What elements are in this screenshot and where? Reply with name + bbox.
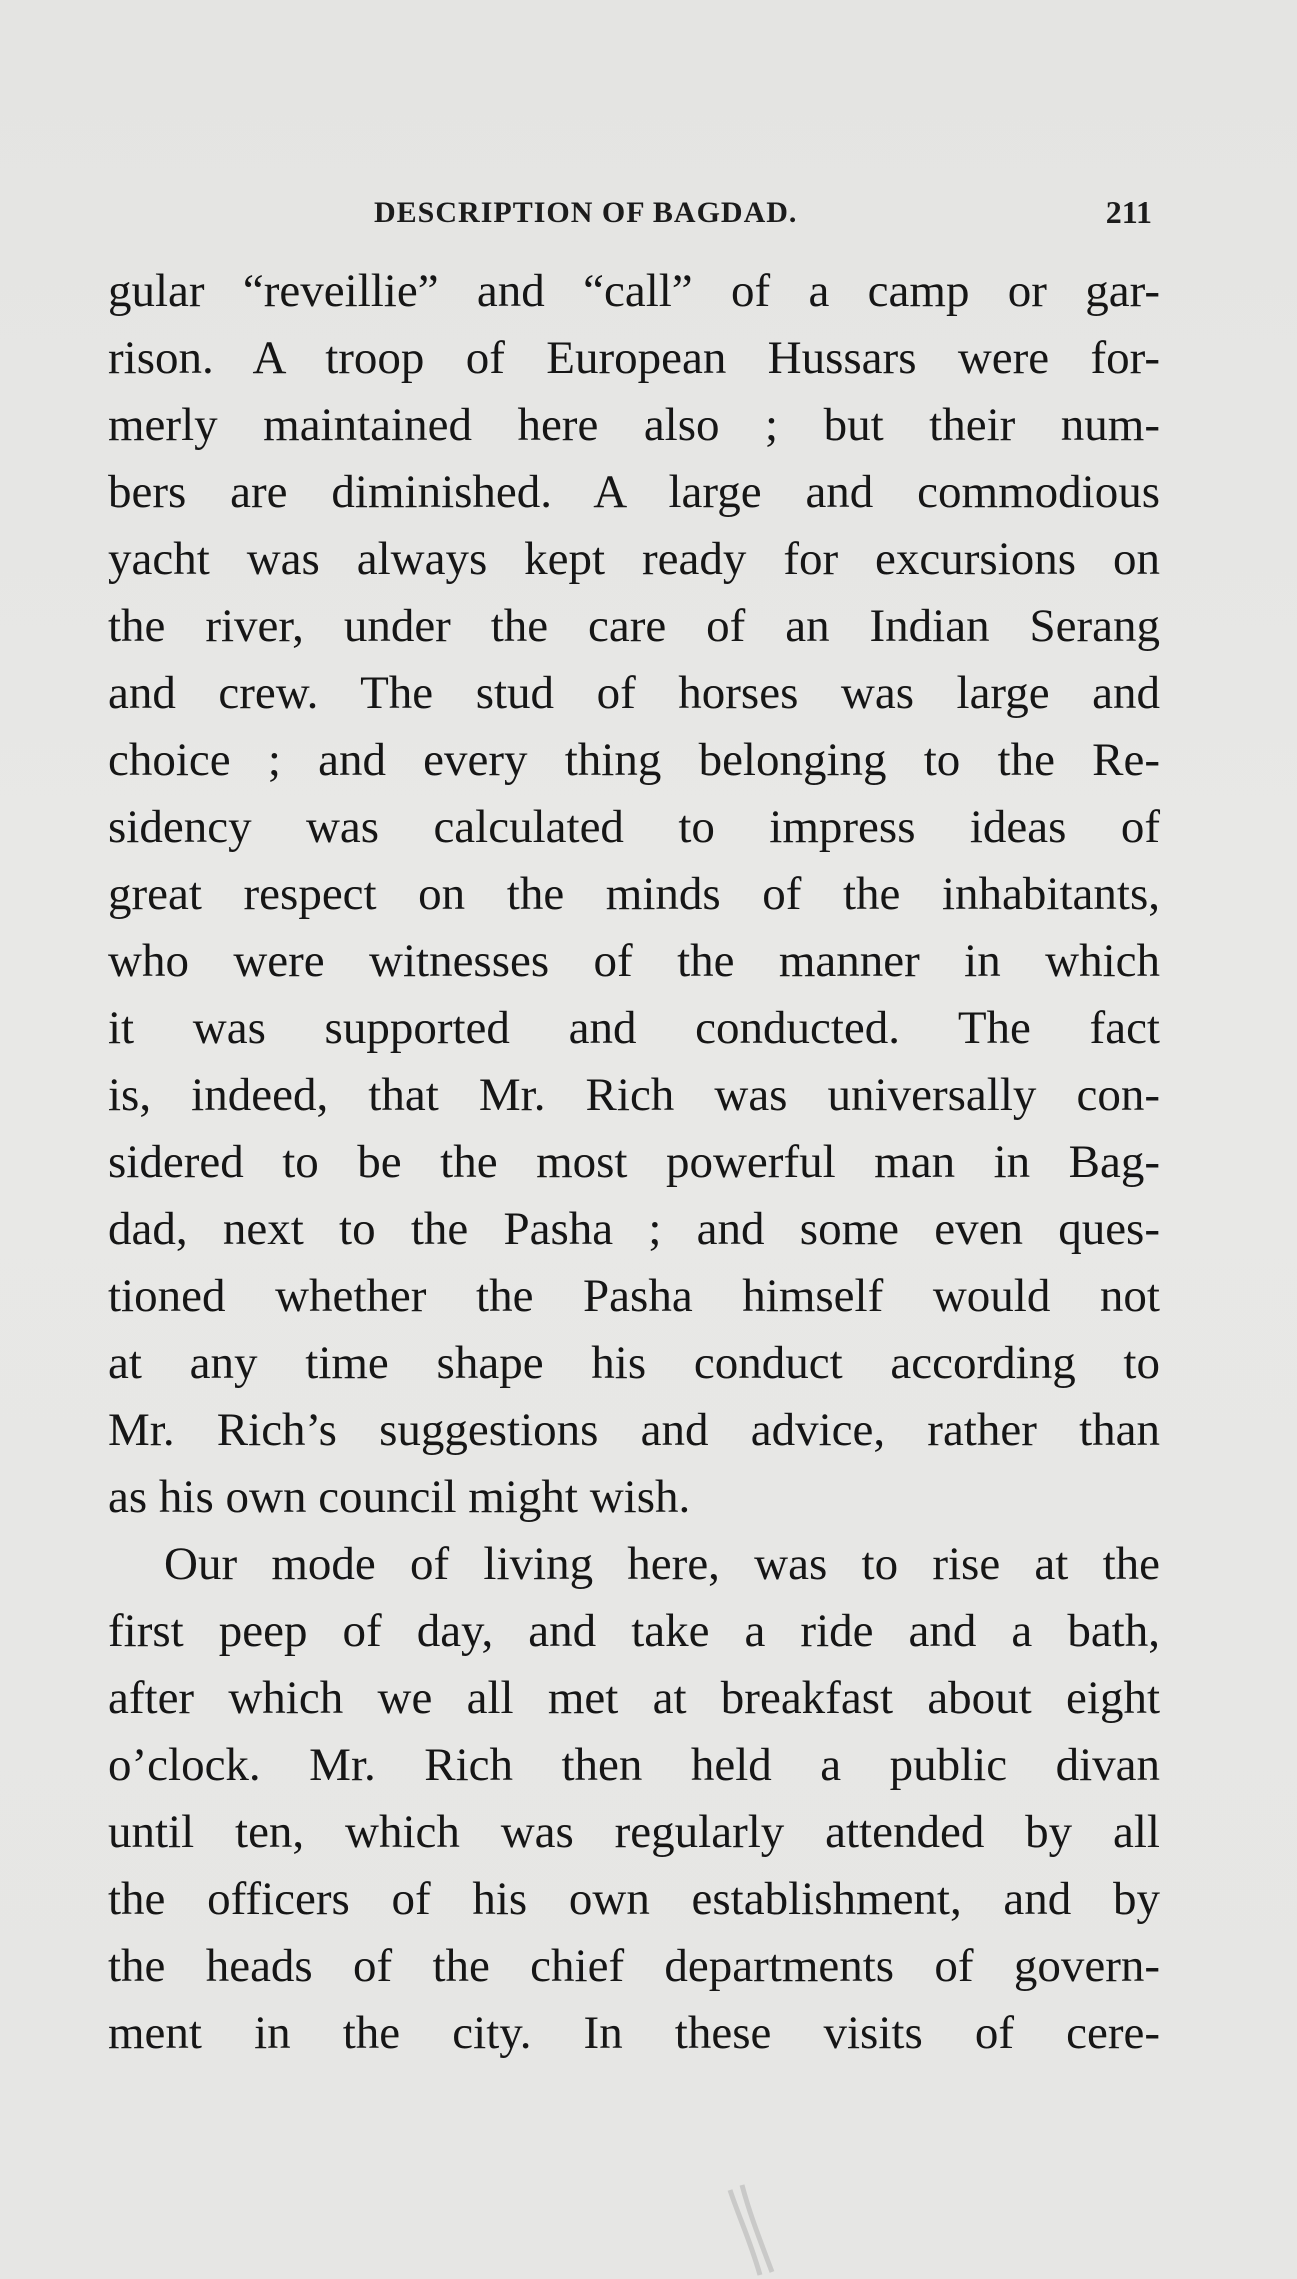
running-head bbox=[110, 196, 1152, 236]
text-line: the officers of his own establishment, and by bbox=[108, 1873, 1160, 1925]
running-title: DESCRIPTION OF BAGDAD. bbox=[374, 196, 798, 229]
text-line: dad, next to the Pasha ; and some even ques- bbox=[108, 1203, 1160, 1255]
text-line: after which we all met at breakfast about eight bbox=[108, 1672, 1160, 1724]
text-line: who were witnesses of the manner in which bbox=[108, 935, 1160, 987]
scan-smudge-mark bbox=[720, 2180, 780, 2279]
text-line: tioned whether the Pasha himself would not bbox=[108, 1270, 1160, 1322]
text-line: as his own council might wish. bbox=[108, 1471, 691, 1523]
text-line: is, indeed, that Mr. Rich was universally con- bbox=[108, 1069, 1160, 1121]
page-number: 211 bbox=[1105, 194, 1152, 230]
text-line: Our mode of living here, was to rise at the bbox=[164, 1538, 1160, 1590]
text-line: gular “reveillie” and “call” of a camp or gar- bbox=[108, 265, 1160, 317]
text-line: bers are diminished. A large and commodious bbox=[108, 466, 1160, 518]
text-line: at any time shape his conduct according to bbox=[108, 1337, 1160, 1389]
text-line: o’clock. Mr. Rich then held a public divan bbox=[108, 1739, 1160, 1791]
text-line: until ten, which was regularly attended by all bbox=[108, 1806, 1160, 1858]
text-line: sidered to be the most powerful man in Bag- bbox=[108, 1136, 1160, 1188]
text-line: and crew. The stud of horses was large and bbox=[108, 667, 1160, 719]
text-line: Mr. Rich’s suggestions and advice, rather than bbox=[108, 1404, 1160, 1456]
paragraph-2 bbox=[108, 1531, 1160, 2067]
text-line: choice ; and every thing belonging to the Re- bbox=[108, 734, 1160, 786]
body-text bbox=[108, 258, 1160, 2067]
text-line: yacht was always kept ready for excursions on bbox=[108, 533, 1160, 585]
paragraph-1 bbox=[108, 258, 1160, 1531]
text-line: the heads of the chief departments of govern- bbox=[108, 1940, 1160, 1992]
text-line: it was supported and conducted. The fact bbox=[108, 1002, 1160, 1054]
text-line: ment in the city. In these visits of cere- bbox=[108, 2007, 1160, 2059]
text-line: sidency was calculated to impress ideas of bbox=[108, 801, 1160, 853]
text-line: merly maintained here also ; but their num- bbox=[108, 399, 1160, 451]
text-line: rison. A troop of European Hussars were for- bbox=[108, 332, 1160, 384]
text-line: the river, under the care of an Indian Serang bbox=[108, 600, 1160, 652]
text-line: first peep of day, and take a ride and a bath, bbox=[108, 1605, 1160, 1657]
text-line: great respect on the minds of the inhabitants, bbox=[108, 868, 1160, 920]
